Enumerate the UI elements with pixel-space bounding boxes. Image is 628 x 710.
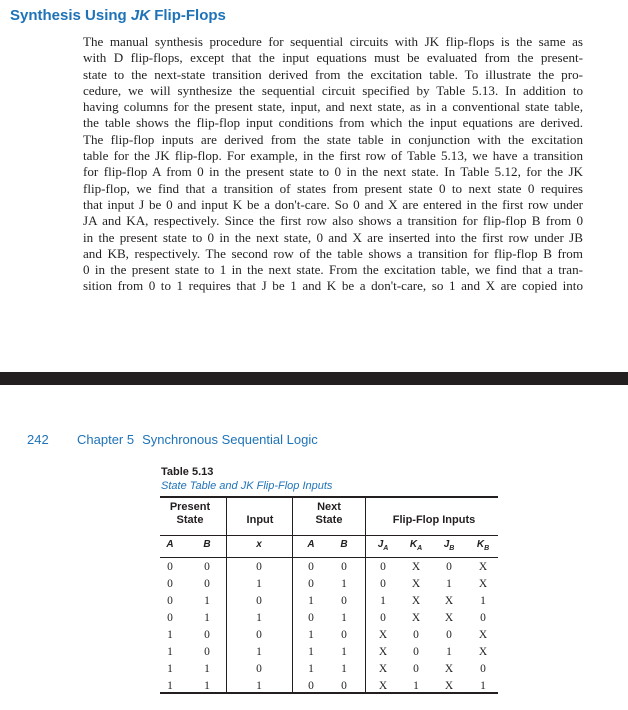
table-cell: 1: [480, 680, 486, 692]
body-line: table for the JK flip-flop. For example, in the first row of Table 5.13, we have a transition: [83, 148, 583, 164]
table-cell: 1: [256, 680, 262, 692]
body-line: JA and KA, respectively. Since the first row also shows a transition for flip-flop B from 0: [83, 213, 583, 229]
table-row: [0, 661, 628, 678]
section-heading-prefix: Synthesis Using: [10, 7, 131, 24]
table-cell: 0: [308, 561, 314, 573]
table-cell: X: [378, 646, 388, 658]
body-line: in the present state to 0 in the next state, 0 and X are inserted into the first row under JB: [83, 229, 583, 245]
body-line: cedure, we will synthesize the sequential circuit specified by Table 5.13. In addition to: [83, 82, 583, 98]
table-cell: 1: [308, 629, 314, 641]
table-cell: 0: [167, 612, 173, 624]
table-cell: 1: [341, 578, 347, 590]
table-cell: 0: [341, 561, 347, 573]
table-cell: 0: [256, 663, 262, 675]
body-line: having columns for the present state, input, and next state, as in a conventional state table,: [83, 99, 583, 115]
table-cell: 0: [167, 561, 173, 573]
header-next-line2: State: [315, 514, 343, 526]
subheader-x: x: [256, 539, 262, 550]
header-present-state: [160, 501, 220, 527]
subheader-a: A: [166, 539, 174, 550]
table-caption: State Table and JK Flip-Flop Inputs: [161, 480, 333, 492]
table-cell: 1: [204, 663, 210, 675]
header-flip-flop-inputs: Flip-Flop Inputs: [392, 514, 476, 526]
subheader-jb: $J_B$: [443, 539, 455, 552]
section-heading-jk: JK: [130, 7, 151, 24]
table-cell: 1: [204, 595, 210, 607]
body-line: the table shows the flip-flop input conditions from which the input equations are derived.: [83, 115, 583, 131]
subheader-next-a: A: [307, 539, 315, 550]
chapter-label: Chapter 5: [77, 432, 135, 447]
subheader-b: B: [203, 539, 211, 550]
table-cell: X: [378, 680, 388, 692]
table-cell: X: [478, 646, 488, 658]
body-line: and KB, respectively. The second row of the table shows a transition for flip-flop B from: [83, 245, 583, 261]
table-cell: 1: [341, 663, 347, 675]
table-row: [0, 627, 628, 644]
header-next-state: [297, 501, 361, 527]
table-cell: 0: [341, 680, 347, 692]
table-cell: 0: [380, 578, 386, 590]
table-cell: 0: [204, 561, 210, 573]
body-line: flip-flop, we find that a transition of states from present state 0 to next state 0 requires: [83, 180, 583, 196]
body-line: with D flip-flops, except that the input equations must be evaluated from the present-: [83, 50, 583, 66]
table-cell: 0: [167, 578, 173, 590]
body-line: The flip-flop inputs are derived from the state table in conjunction with the excitation: [83, 131, 583, 147]
table-cell: X: [411, 578, 421, 590]
table-cell: X: [411, 561, 421, 573]
header-present-line2: State: [176, 514, 204, 526]
header-present-line1: Present: [169, 501, 211, 513]
table-cell: 1: [308, 646, 314, 658]
table-row: [0, 610, 628, 627]
table-cell: 0: [204, 646, 210, 658]
body-line: for flip-flop A from 0 in the present state to 0 in the next state. In Table 5.12, for the JK: [83, 164, 583, 180]
table-cell: 1: [204, 612, 210, 624]
table-cell: 1: [167, 629, 173, 641]
chapter-title: Synchronous Sequential Logic: [142, 432, 318, 447]
table-cell: 0: [380, 561, 386, 573]
table-row: [0, 593, 628, 610]
table-cell: 0: [446, 561, 452, 573]
table-cell: 0: [204, 629, 210, 641]
body-line: sition from 0 to 1 requires that J be 1 and K be a don't-care, so 1 and X are copied into: [83, 278, 583, 294]
section-heading-suffix: Flip-Flops: [150, 7, 226, 24]
table-cell: X: [444, 595, 454, 607]
table-cell: 0: [413, 629, 419, 641]
table-cell: 0: [308, 612, 314, 624]
running-header: [77, 432, 318, 447]
table-cell: 0: [446, 629, 452, 641]
table-cell: 1: [167, 646, 173, 658]
table-cell: 0: [204, 578, 210, 590]
table-cell: 1: [341, 646, 347, 658]
table-cell: 0: [308, 680, 314, 692]
body-paragraph: [83, 34, 583, 295]
header-next-line1: Next: [317, 501, 341, 513]
page-number: 242: [27, 432, 49, 447]
subheader-kb: $K_B$: [476, 539, 490, 552]
subheader-ka: $K_A$: [409, 539, 423, 552]
table-cell: 1: [446, 578, 452, 590]
table-cell: X: [444, 612, 454, 624]
table-cell: 1: [341, 612, 347, 624]
page-separator-band: [0, 372, 628, 385]
table-subheader-rule: [160, 557, 498, 558]
table-cell: 1: [480, 595, 486, 607]
table-cell: 1: [446, 646, 452, 658]
table-cell: X: [444, 663, 454, 675]
table-cell: 0: [413, 646, 419, 658]
table-row: [0, 644, 628, 661]
header-input: Input: [246, 514, 274, 526]
table-cell: 1: [256, 612, 262, 624]
table-cell: 1: [204, 680, 210, 692]
table-cell: 1: [308, 663, 314, 675]
table-cell: 1: [380, 595, 386, 607]
table-cell: 0: [480, 612, 486, 624]
body-line: The manual synthesis procedure for sequential circuits with JK flip-flops is the same as: [83, 34, 583, 49]
table-cell: X: [411, 595, 421, 607]
table-cell: 1: [167, 663, 173, 675]
subheader-next-b: B: [340, 539, 348, 550]
table-cell: X: [378, 629, 388, 641]
table-cell: 1: [308, 595, 314, 607]
table-cell: 1: [167, 680, 173, 692]
table-cell: 0: [480, 663, 486, 675]
table-cell: 0: [341, 629, 347, 641]
table-cell: 0: [256, 629, 262, 641]
table-cell: 0: [256, 595, 262, 607]
table-cell: X: [411, 612, 421, 624]
table-bottom-rule: [160, 692, 498, 694]
table-cell: 0: [308, 578, 314, 590]
table-cell: X: [444, 680, 454, 692]
table-cell: 0: [413, 663, 419, 675]
table-cell: X: [378, 663, 388, 675]
table-top-rule: [160, 496, 498, 498]
table-label: Table 5.13: [161, 466, 214, 478]
table-cell: 1: [256, 646, 262, 658]
table-cell: X: [478, 578, 488, 590]
table-header-rule: [160, 535, 498, 536]
table-row: [0, 576, 628, 593]
body-line: that input J be 0 and input K be a don't-care. So 0 and X are entered in the first row under: [83, 196, 583, 212]
table-cell: X: [478, 561, 488, 573]
body-line: state to the next-state transition derived from the excitation table. To illustrate the pro-: [83, 66, 583, 82]
table-cell: 1: [413, 680, 419, 692]
subheader-ja: $J_A$: [377, 539, 389, 552]
table-cell: 0: [380, 612, 386, 624]
section-heading: [10, 7, 226, 24]
table-row: [0, 559, 628, 576]
table-cell: 0: [167, 595, 173, 607]
table-cell: 0: [256, 561, 262, 573]
table-cell: X: [478, 629, 488, 641]
table-cell: 0: [341, 595, 347, 607]
table-cell: 1: [256, 578, 262, 590]
body-line: 0 in the present state to 1 in the next state. From the excitation table, we find that a tran-: [83, 262, 583, 278]
